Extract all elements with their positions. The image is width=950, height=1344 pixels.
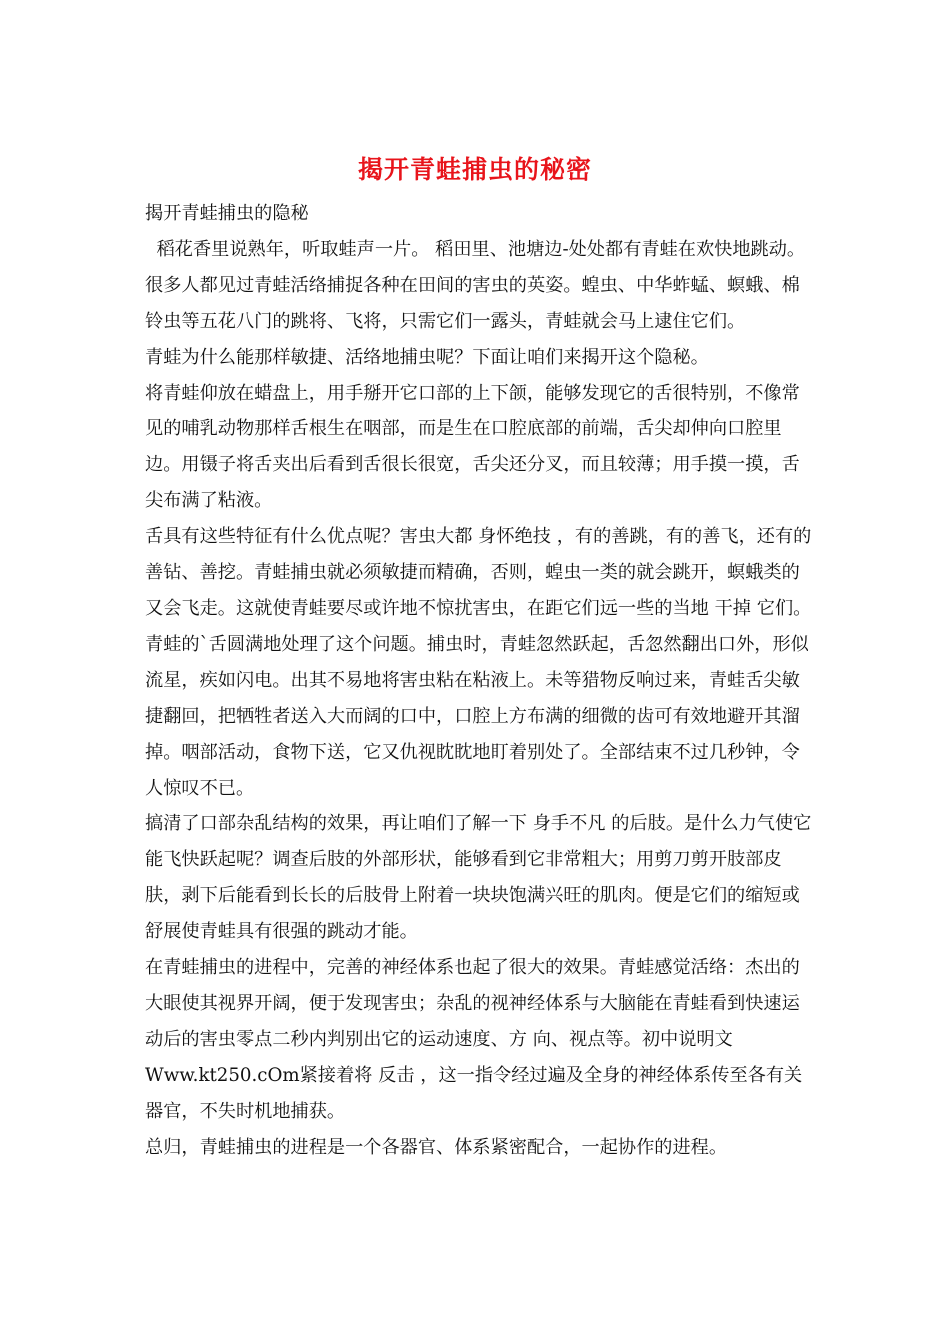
paragraph: 舌具有这些特征有什么优点呢？害虫大都 身怀绝技 ，有的善跳，有的善飞，还有的善钻、善挖。青蛙捕虫就必须敏捷而精确，否则，蝗虫一类的就会跳开，螟蛾类的又会飞走。这就使青蛙要尽或许地不惊扰害虫，在距它们远一些的当地 干掉 它们。青蛙的`舌圆满地处理了这个问题。捕虫时，青蛙忽然跃起，舌忽然翻出口外，形似流星，疾如闪电。出其不易地将害虫粘在粘液上。未等猎物反响过来，青蛙舌尖敏捷翻回，把牺牲者送入大而阔的口中，口腔上方布满的细微的齿可有效地避开其溜掉。咽部活动，食物下送，它又仇视眈眈地盯着别处了。全部结束不过几秒钟，令人惊叹不已。 — [145, 526, 812, 799]
document-body — [145, 196, 813, 1165]
paragraph: 搞清了口部杂乱结构的效果，再让咱们了解一下 身手不凡 的后肢。是什么力气使它能飞快跃起呢？调查后肢的外部形状，能够看到它非常粗大；用剪刀剪开肢部皮肤，剥下后能看到长长的后肢骨上附着一块块饱满兴旺的肌肉。便是它们的缩短或舒展使青蛙具有很强的跳动才能。 — [145, 813, 812, 943]
paragraph: 揭开青蛙捕虫的隐秘 — [145, 203, 309, 224]
paragraph: 将青蛙仰放在蜡盘上，用手掰开它口部的上下颌，能够发现它的舌很特别，不像常见的哺乳动物那样舌根生在咽部，而是生在口腔底部的前端，舌尖却伸向口腔里边。用镊子将舌夹出后看到舌很长很宽，舌尖还分叉，而且较薄；用手摸一摸，舌尖布满了粘液。 — [145, 382, 800, 512]
paragraph: 在青蛙捕虫的进程中，完善的神经体系也起了很大的效果。青蛙感觉活络：杰出的大眼使其视界开阔，便于发现害虫；杂乱的视神经体系与大脑能在青蛙看到快速运动后的害虫零点二秒内判别出它的运动速度、方 向、视点等。初中说明文 Www.kt250.cOm紧接着将 反击 ，这一指令经过遍及全身的神经体系传至各有关器官，不失时机地捕获。 — [145, 957, 803, 1122]
paragraph: 总归，青蛙捕虫的进程是一个各器官、体系紧密配合，一起协作的进程。 — [145, 1136, 728, 1158]
paragraph: 稻花香里说熟年，听取蛙声一片。 稻田里、池塘边-处处都有青蛙在欢快地跳动。很多人都见过青蛙活络捕捉各种在田间的害虫的英姿。蝗虫、中华蚱蜢、螟蛾、棉铃虫等五花八门的跳将、飞将，只需它们一露头，青蛙就会马上逮住它们。 — [145, 238, 806, 332]
document-title: 揭开青蛙捕虫的秘密 — [357, 155, 592, 184]
paragraph: 青蛙为什么能那样敏捷、活络地捕虫呢？下面让咱们来揭开这个隐秘。 — [145, 346, 709, 368]
